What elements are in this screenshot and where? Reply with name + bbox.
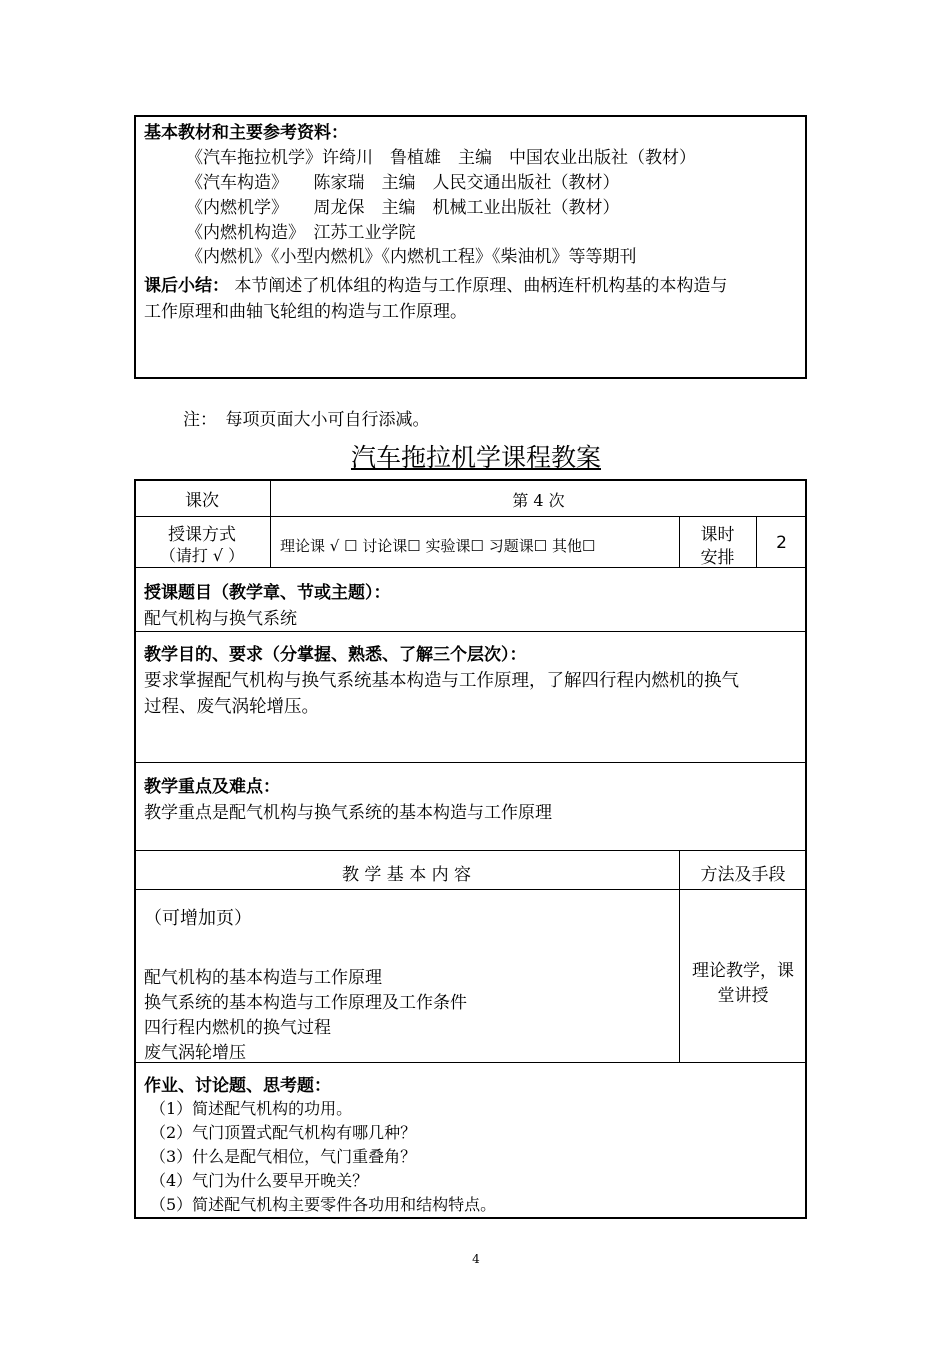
method-label-1: 授课方式 bbox=[168, 525, 236, 545]
page-note: 注： 每项页面大小可自行添减。 bbox=[183, 410, 430, 430]
homework-question-5: （5）简述配气机构主要零件各功用和结构特点。 bbox=[150, 1195, 497, 1214]
row-divider bbox=[134, 850, 807, 851]
content-item-1: 配气机构的基本构造与工作原理 bbox=[144, 968, 382, 988]
reference-item-2: 《汽车构造》 陈家瑞 主编 人民交通出版社（教材） bbox=[186, 173, 620, 193]
key-points-text: 教学重点是配气机构与换气系统的基本构造与工作原理 bbox=[144, 803, 552, 823]
row-divider bbox=[134, 631, 807, 632]
content-header: 教 学 基 本 内 容 bbox=[341, 865, 472, 885]
page-number: 4 bbox=[472, 1252, 480, 1266]
lesson-value: 第 4 次 bbox=[512, 491, 565, 510]
content-item-3: 四行程内燃机的换气过程 bbox=[144, 1018, 331, 1038]
row-divider bbox=[134, 762, 807, 763]
homework-question-4: （4）气门为什么要早开晚关？ bbox=[150, 1171, 369, 1190]
content-note: （可增加页） bbox=[144, 908, 252, 929]
reference-item-3: 《内燃机学》 周龙保 主编 机械工业出版社（教材） bbox=[186, 198, 620, 218]
row-divider bbox=[134, 889, 807, 890]
key-points-heading: 教学重点及难点： bbox=[144, 777, 280, 797]
homework-question-3: （3）什么是配气相位，气门重叠角？ bbox=[150, 1147, 417, 1166]
hours-label-1: 课时 bbox=[700, 525, 735, 545]
method-header: 方法及手段 bbox=[700, 865, 786, 885]
hours-value: 2 bbox=[776, 533, 787, 553]
lesson-label: 课次 bbox=[185, 491, 219, 511]
summary-line-1 bbox=[144, 271, 727, 296]
objective-text-1: 要求掌握配气机构与换气系统基本构造与工作原理，了解四行程内燃机的换气 bbox=[144, 671, 739, 691]
homework-question-2: （2）气门顶置式配气机构有哪几种？ bbox=[150, 1123, 417, 1142]
objective-text-2: 过程、废气涡轮增压。 bbox=[144, 697, 319, 717]
row-divider bbox=[134, 516, 807, 517]
reference-item-1: 《汽车拖拉机学》许绮川 鲁植雄 主编 中国农业出版社（教材） bbox=[186, 148, 696, 168]
references-heading: 基本教材和主要参考资料： bbox=[144, 123, 348, 143]
method-options: 理论课 √ ☐ 讨论课☐ 实验课☐ 习题课☐ 其他☐ bbox=[280, 537, 596, 555]
content-item-2: 换气系统的基本构造与工作原理及工作条件 bbox=[144, 993, 467, 1013]
reference-item-5: 《内燃机》《小型内燃机》《内燃机工程》《柴油机》等等期刊 bbox=[186, 247, 637, 267]
hours-label-2: 安排 bbox=[700, 548, 735, 568]
content-item-4: 废气涡轮增压 bbox=[144, 1043, 246, 1063]
objective-heading: 教学目的、要求（分掌握、熟悉、了解三个层次）： bbox=[144, 645, 527, 665]
method-text-1: 理论教学，课 bbox=[692, 961, 794, 981]
topic-heading: 授课题目（教学章、节或主题）： bbox=[144, 583, 391, 603]
homework-question-1: （1）简述配气机构的功用。 bbox=[150, 1099, 353, 1118]
homework-heading: 作业、讨论题、思考题： bbox=[144, 1076, 331, 1096]
summary-label: 课后小结： bbox=[144, 276, 229, 296]
topic-text: 配气机构与换气系统 bbox=[144, 609, 297, 629]
summary-text-1: 本节阐述了机体组的构造与工作原理、曲柄连杆机构基的本构造与 bbox=[234, 276, 728, 296]
page-title: 汽车拖拉机学课程教案 bbox=[350, 443, 601, 472]
method-text-2: 堂讲授 bbox=[717, 986, 769, 1006]
reference-item-4: 《内燃机构造》 江苏工业学院 bbox=[186, 223, 416, 243]
summary-line-2: 工作原理和曲轴飞轮组的构造与工作原理。 bbox=[144, 302, 467, 322]
method-label-2: （请打 √ ） bbox=[159, 546, 245, 565]
